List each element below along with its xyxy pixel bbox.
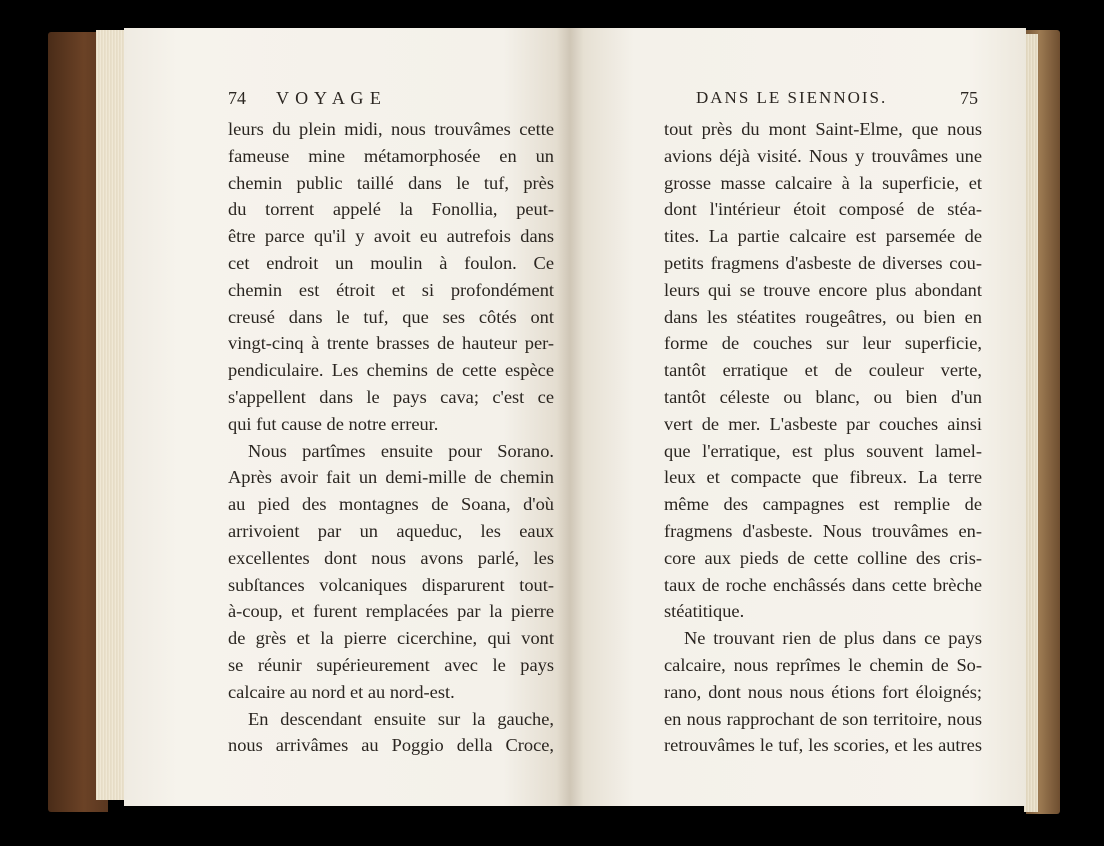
text-line: fameuse mine métamorphosée en un bbox=[228, 145, 554, 166]
text-line: s'appellent dans le pays cava; c'est ce bbox=[228, 386, 554, 407]
text-line: Ne trouvant rien de plus dans ce pays bbox=[684, 628, 982, 649]
text-line: leurs du plein midi, nous trouvâmes cette bbox=[228, 119, 554, 139]
text-line: Nous partîmes ensuite pour Sorano. bbox=[248, 440, 554, 461]
text-line: grosse masse calcaire à la superficie, et bbox=[664, 172, 982, 193]
text-line: core aux pieds de cette colline des cris- bbox=[664, 547, 982, 568]
text-line: vingt-cinq à trente brasses de hauteur per- bbox=[228, 333, 554, 354]
left-page bbox=[124, 28, 570, 806]
text-line: leux et compacte que fibreux. La terre bbox=[664, 467, 982, 488]
text-line: fragmens d'asbeste. Nous trouvâmes en- bbox=[664, 520, 982, 541]
page-number-right: 75 bbox=[960, 88, 978, 108]
open-book bbox=[48, 26, 1060, 820]
text-line: que l'erratique, est plus souvent lamel- bbox=[664, 440, 982, 461]
text-line: à-coup, et furent remplacées par la pierre bbox=[228, 601, 554, 622]
text-line: subſtances volcaniques disparurent tout- bbox=[228, 574, 554, 595]
text-line: pendiculaire. Les chemins de cette espèce bbox=[228, 360, 554, 381]
text-line: tantôt céleste ou blanc, ou bien d'un bbox=[664, 386, 982, 407]
text-line: tantôt erratique et de couleur verte, bbox=[664, 360, 982, 381]
running-head-left: V O Y A G E bbox=[276, 88, 382, 108]
right-page bbox=[570, 28, 1026, 806]
page-number-left: 74 bbox=[228, 88, 246, 108]
left-page-text bbox=[228, 116, 554, 759]
text-line: vert de mer. L'asbeste par couches ainsi bbox=[664, 413, 982, 434]
text-line: avions déjà visité. Nous y trouvâmes une bbox=[664, 145, 982, 166]
text-line: en nous rapprochant de son territoire, nous bbox=[664, 708, 982, 729]
text-line: tites. La partie calcaire est parsemée de bbox=[664, 226, 982, 247]
text-line: calcaire, nous reprîmes le chemin de So- bbox=[664, 654, 982, 675]
text-line: Après avoir fait un demi-mille de chemin bbox=[228, 467, 554, 488]
right-page-text bbox=[664, 116, 982, 759]
text-line: chemin est étroit et si profondément bbox=[228, 279, 554, 300]
text-line: dont l'intérieur étoit composé de stéa- bbox=[664, 199, 982, 220]
text-line: taux de roche enchâssés dans cette brèche bbox=[664, 574, 982, 595]
text-line: qui fut cause de notre erreur. bbox=[228, 413, 439, 434]
text-line: tout près du mont Saint-Elme, que nous bbox=[664, 119, 982, 139]
text-line: creusé dans le tuf, que ses côtés ont bbox=[228, 306, 554, 327]
running-head-right: DANS LE SIENNOIS. bbox=[696, 88, 888, 107]
text-line: de grès et la pierre cicerchine, qui vont bbox=[228, 628, 554, 649]
text-line: rano, dont nous nous étions fort éloignés; bbox=[664, 681, 982, 702]
text-line: excellentes dont nous avons parlé, les bbox=[228, 547, 554, 568]
text-line: chemin public taillé dans le tuf, près bbox=[228, 172, 554, 193]
page-edges-right bbox=[1024, 34, 1038, 812]
text-line: même des campagnes est remplie de bbox=[664, 494, 982, 515]
text-line: cet endroit un moulin à foulon. Ce bbox=[228, 252, 554, 273]
text-line: leurs qui se trouve encore plus abondant bbox=[664, 279, 982, 300]
text-line: être parce qu'il y avoit eu autrefois dans bbox=[228, 226, 554, 247]
text-line: petits fragmens d'asbeste de diverses cou- bbox=[664, 252, 982, 273]
text-line: du torrent appelé la Fonollia, peut- bbox=[228, 199, 554, 220]
text-line: se réunir supérieurement avec le pays bbox=[228, 654, 554, 675]
text-line: au pied des montagnes de Soana, d'où bbox=[228, 494, 554, 515]
text-line: stéatitique. bbox=[664, 601, 745, 622]
text-line: retrouvâmes le tuf, les scories, et les autres bbox=[664, 735, 982, 756]
text-line: calcaire au nord et au nord-est. bbox=[228, 681, 455, 702]
text-line: dans les stéatites rougeâtres, ou bien en bbox=[664, 306, 982, 327]
text-line: forme de couches sur leur superficie, bbox=[664, 333, 982, 354]
text-line: En descendant ensuite sur la gauche, bbox=[248, 708, 554, 729]
text-line: arrivoient par un aqueduc, les eaux bbox=[228, 520, 554, 541]
text-line: nous arrivâmes au Poggio della Croce, bbox=[228, 735, 554, 756]
